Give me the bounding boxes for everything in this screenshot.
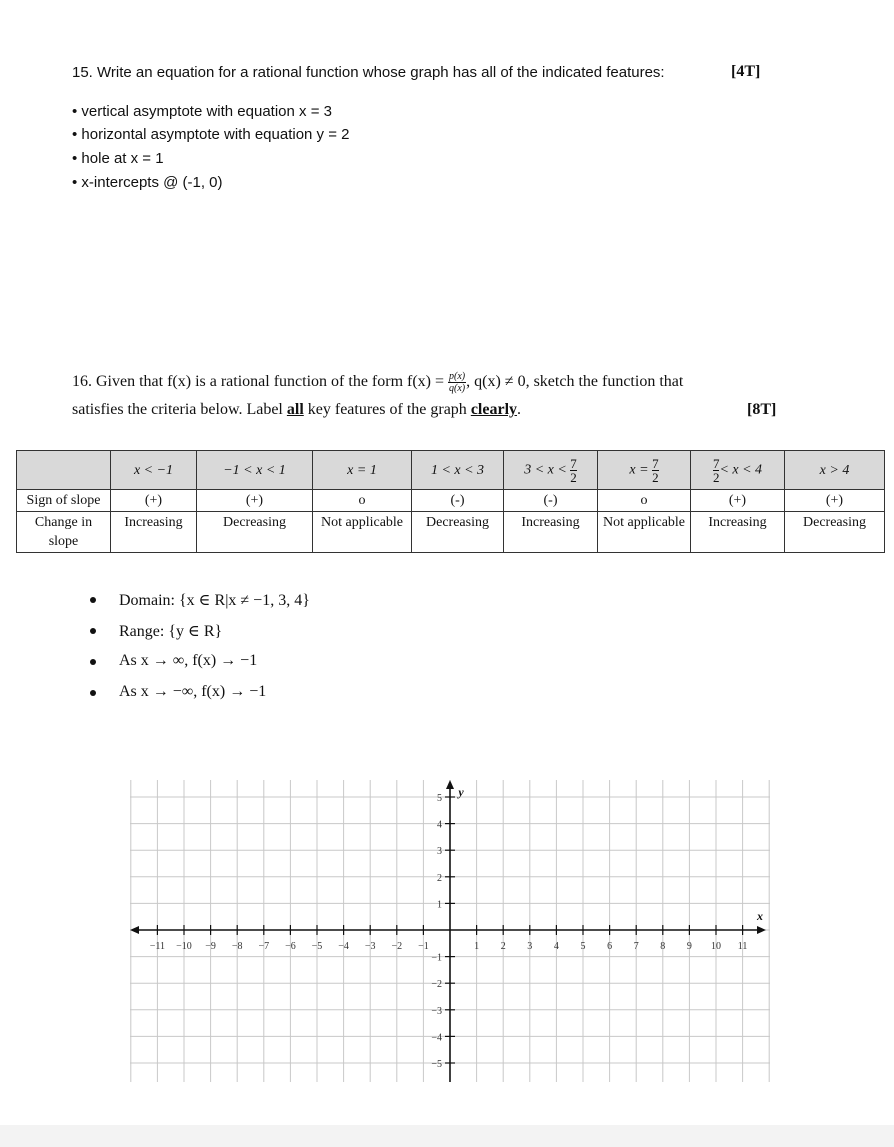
- change-cell: Decreasing: [412, 512, 504, 553]
- q16-marks: [8T]: [747, 401, 777, 418]
- q15-feature: • vertical asymptote with equation x = 3: [72, 103, 332, 120]
- header-cell: x > 4: [785, 451, 885, 490]
- row-label: Sign of slope: [17, 490, 111, 512]
- sign-cell: o: [313, 490, 412, 512]
- sign-cell: (+): [785, 490, 885, 512]
- change-cell: Increasing: [111, 512, 197, 553]
- x-axis-label: x: [757, 909, 763, 923]
- header-cell: x = 1: [313, 451, 412, 490]
- x-tick-label: −6: [285, 941, 296, 952]
- row-label: Change in slope: [17, 512, 111, 553]
- page-bottom: [0, 1125, 894, 1147]
- x-tick-label: 11: [737, 941, 748, 952]
- x-tick-label: −2: [391, 941, 403, 952]
- x-tick-label: −3: [364, 941, 376, 952]
- q16-prompt-start: 16. Given that f(x) is a rational function of the form f(x) =: [72, 373, 449, 391]
- x-tick-label: −9: [205, 941, 216, 952]
- header-cell: 3 < x < $\frac{7}{2}$: [504, 451, 598, 490]
- y-tick-label: 2: [437, 872, 442, 884]
- change-cell: Decreasing: [197, 512, 313, 553]
- y-tick-label: −5: [431, 1059, 442, 1070]
- header-cell: −1 < x < 1: [197, 451, 313, 490]
- x-tick-label: −7: [258, 941, 270, 952]
- sign-cell: (+): [111, 490, 197, 512]
- y-tick-label: 5: [437, 793, 442, 804]
- q15-feature: • hole at x = 1: [72, 150, 164, 167]
- x-tick-label: 2: [500, 941, 506, 952]
- sign-cell: (-): [504, 490, 598, 512]
- change-cell: Increasing: [504, 512, 598, 553]
- y-tick-label: −1: [431, 952, 442, 964]
- x-tick-label: −1: [418, 941, 429, 952]
- q15-marks: [4T]: [731, 63, 761, 80]
- y-tick-label: 4: [437, 819, 442, 831]
- x-tick-label: 9: [686, 941, 692, 952]
- x-tick-label: 10: [711, 941, 721, 952]
- q16-prompt-line2: satisfies the criteria below. Label all key features of the graph clearly.: [72, 401, 522, 418]
- y-tick-label: −3: [431, 1005, 442, 1017]
- x-tick-label: 8: [660, 941, 666, 952]
- x-tick-label: 5: [580, 941, 586, 952]
- y-tick-label: −2: [431, 979, 442, 991]
- change-cell: Increasing: [691, 512, 785, 553]
- sign-cell: (+): [691, 490, 785, 512]
- change-cell: Not applicable: [598, 512, 691, 553]
- sign-cell: (-): [412, 490, 504, 512]
- x-tick-label: −10: [176, 941, 192, 952]
- sign-cell: (+): [197, 490, 313, 512]
- sign-cell: o: [598, 490, 691, 512]
- y-tick-label: 3: [437, 846, 442, 858]
- y-axis-arrow: [446, 780, 454, 789]
- y-axis-label: y: [458, 785, 464, 799]
- q15-feature: • horizontal asymptote with equation y = 2: [72, 126, 350, 143]
- q15-prompt: 15. Write an equation for a rational function whose graph has all of the indicated features:: [72, 64, 665, 81]
- header-cell: x < −1: [111, 451, 197, 490]
- x-axis-arrow: [757, 926, 766, 934]
- x-tick-label: 6: [607, 941, 613, 952]
- q16-fraction: $\frac{p(x)}{q(x)}$: [449, 371, 466, 394]
- y-tick-label: 1: [437, 899, 442, 911]
- x-tick-label: 1: [474, 941, 480, 952]
- change-cell: Decreasing: [785, 512, 885, 553]
- y-tick-label: −4: [431, 1032, 442, 1044]
- change-cell: Not applicable: [313, 512, 412, 553]
- x-tick-label: −5: [311, 941, 323, 952]
- q16-prompt-end: , q(x) ≠ 0, sketch the function that: [466, 373, 684, 391]
- x-tick-label: −4: [338, 941, 349, 952]
- x-tick-label: −8: [231, 941, 243, 952]
- x-tick-label: −11: [149, 941, 166, 952]
- header-cell: 1 < x < 3: [412, 451, 504, 490]
- x-axis-arrow-left: [130, 926, 139, 934]
- header-cell: x = $\frac{7}{2}$: [598, 451, 691, 490]
- x-tick-label: 4: [553, 941, 559, 952]
- x-tick-label: 3: [527, 941, 533, 952]
- header-cell: $\frac{7}{2}< x < 4$: [691, 451, 785, 490]
- q15-feature: • x-intercepts @ (-1, 0): [72, 174, 223, 191]
- x-tick-label: 7: [633, 941, 639, 952]
